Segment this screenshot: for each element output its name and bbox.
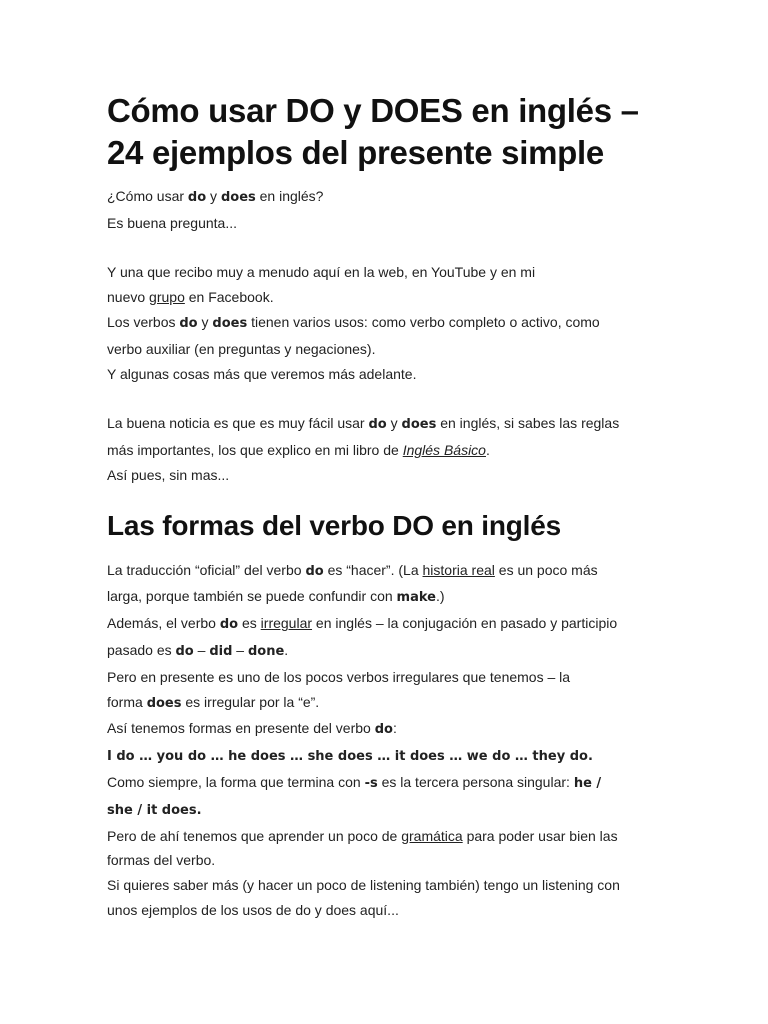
bold-term: he /: [573, 775, 602, 791]
text-line: verbo auxiliar (en preguntas y negaciones).: [107, 340, 376, 357]
spacer: [107, 386, 668, 411]
text-line: Así tenemos formas en presente del verbo do:: [107, 720, 397, 738]
inline-link[interactable]: historia real: [422, 561, 495, 578]
bold-term: does: [146, 695, 182, 711]
text-line: Además, el verbo do es irregular en inglés – la conjugación en pasado y participio: [107, 615, 618, 633]
text-line: ¿Cómo usar do y does en inglés?: [107, 188, 324, 205]
text-line: La traducción “oficial” del verbo do es “hacer”. (La historia real es un poco más: [107, 561, 598, 579]
paragraph-4: [107, 558, 668, 923]
paragraph-3: [107, 411, 668, 487]
bold-term: do: [175, 643, 194, 659]
text-line: más importantes, los que explico en mi libro de Inglés Básico.: [107, 441, 490, 458]
text-line: [107, 743, 668, 770]
text-line: La buena noticia es que es muy fácil usar do y does en inglés, si sabes las reglas: [107, 415, 620, 433]
bold-term: she / it does.: [107, 802, 202, 818]
spacer: [107, 236, 668, 261]
paragraph-2: [107, 260, 668, 386]
bold-term: make: [396, 590, 436, 606]
text-line: formas del verbo.: [107, 852, 216, 869]
bold-term: done: [247, 643, 285, 659]
section-heading: Las formas del verbo DO en inglés: [107, 509, 561, 541]
bold-term: do: [368, 417, 387, 433]
bold-term: -s: [364, 775, 378, 791]
text-line: Los verbos do y does tienen varios usos: como verbo completo o activo, como: [107, 313, 600, 331]
text-line: [107, 797, 668, 824]
text-line: Como siempre, la forma que termina con -s es la tercera persona singular: he /: [107, 773, 602, 791]
intro-paragraph: [107, 184, 668, 236]
bold-term: does: [401, 417, 437, 433]
inline-link[interactable]: grupo: [149, 289, 185, 306]
bold-term: did: [209, 643, 233, 659]
text-line: larga, porque también se puede confundir con make.): [107, 588, 445, 606]
bold-term: do: [219, 617, 239, 633]
text-line: pasado es do – did – done.: [107, 641, 289, 659]
bold-term: does: [212, 315, 248, 331]
inline-link[interactable]: irregular: [260, 615, 313, 632]
bold-term: do: [179, 315, 198, 331]
text-line: Y algunas cosas más que veremos más adelante.: [107, 365, 417, 382]
text-line: Y una que recibo muy a menudo aquí en la web, en YouTube y en mi: [107, 264, 536, 281]
text-line: Pero en presente es uno de los pocos verbos irregulares que tenemos – la: [107, 668, 571, 685]
text-line: Pero de ahí tenemos que aprender un poco de gramática para poder usar bien las: [107, 827, 618, 844]
bold-term: do: [305, 563, 324, 579]
text-line: forma does es irregular por la “e”.: [107, 693, 320, 711]
page-title: Cómo usar DO y DOES en inglés – 24 ejemplos del presente simple: [107, 92, 639, 171]
text-line: nuevo grupo en Facebook.: [107, 289, 274, 306]
text-line: unos ejemplos de los usos de do y does aquí...: [107, 901, 399, 918]
bold-term: I do … you do … he does … she does … it does … we do … they do.: [107, 749, 593, 765]
text-line: Si quieres saber más (y hacer un poco de listening también) tengo un listening con: [107, 877, 620, 894]
text-line: Así pues, sin mas...: [107, 466, 230, 483]
bold-term: do: [374, 722, 393, 738]
text-line: Es buena pregunta...: [107, 214, 237, 231]
inline-link[interactable]: gramática: [401, 827, 463, 844]
book-link[interactable]: Inglés Básico: [402, 441, 486, 458]
bold-term: does: [220, 190, 256, 205]
bold-term: do: [187, 190, 207, 205]
